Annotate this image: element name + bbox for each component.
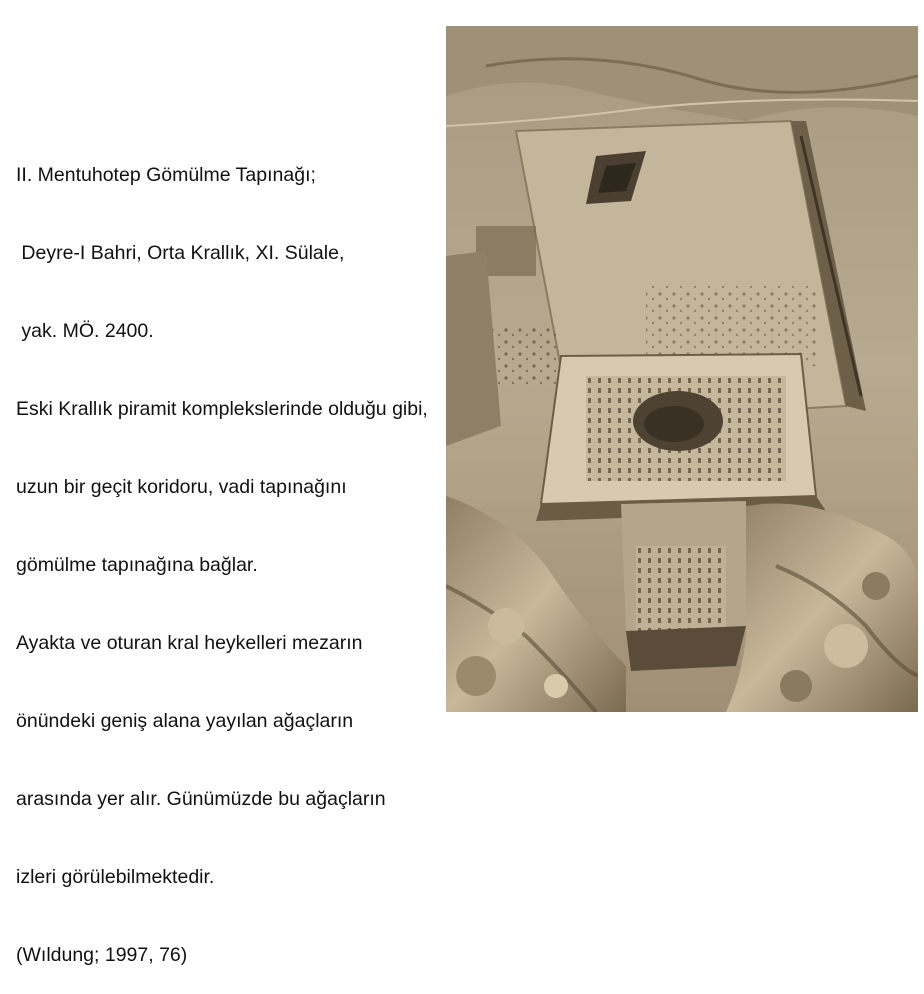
- caption-line-body: uzun bir geçit koridoru, vadi tapınağını: [16, 476, 347, 498]
- caption-line-date: yak. MÖ. 2400.: [16, 320, 154, 342]
- caption-line-body: Eski Krallık piramit komplekslerinde olduğu gibi,: [16, 398, 428, 420]
- caption-line-location: Deyre-I Bahri, Orta Krallık, XI. Sülale,: [16, 242, 345, 264]
- caption-line-body: izleri görülebilmektedir.: [16, 866, 215, 888]
- caption-line-body: gömülme tapınağına bağlar.: [16, 554, 258, 576]
- caption-line-citation: (Wıldung; 1997, 76): [16, 944, 188, 966]
- caption-line-title: II. Mentuhotep Gömülme Tapınağı;: [16, 164, 316, 186]
- caption-line-body: arasında yer alır. Günümüzde bu ağaçların: [16, 788, 386, 810]
- temple-aerial-photo: [446, 26, 918, 712]
- temple-aerial-photo-drawing: [446, 26, 918, 712]
- caption-line-body: önündeki geniş alana yayılan ağaçların: [16, 710, 354, 732]
- caption-line-body: Ayakta ve oturan kral heykelleri mezarın: [16, 632, 363, 654]
- temple-caption: [16, 110, 516, 994]
